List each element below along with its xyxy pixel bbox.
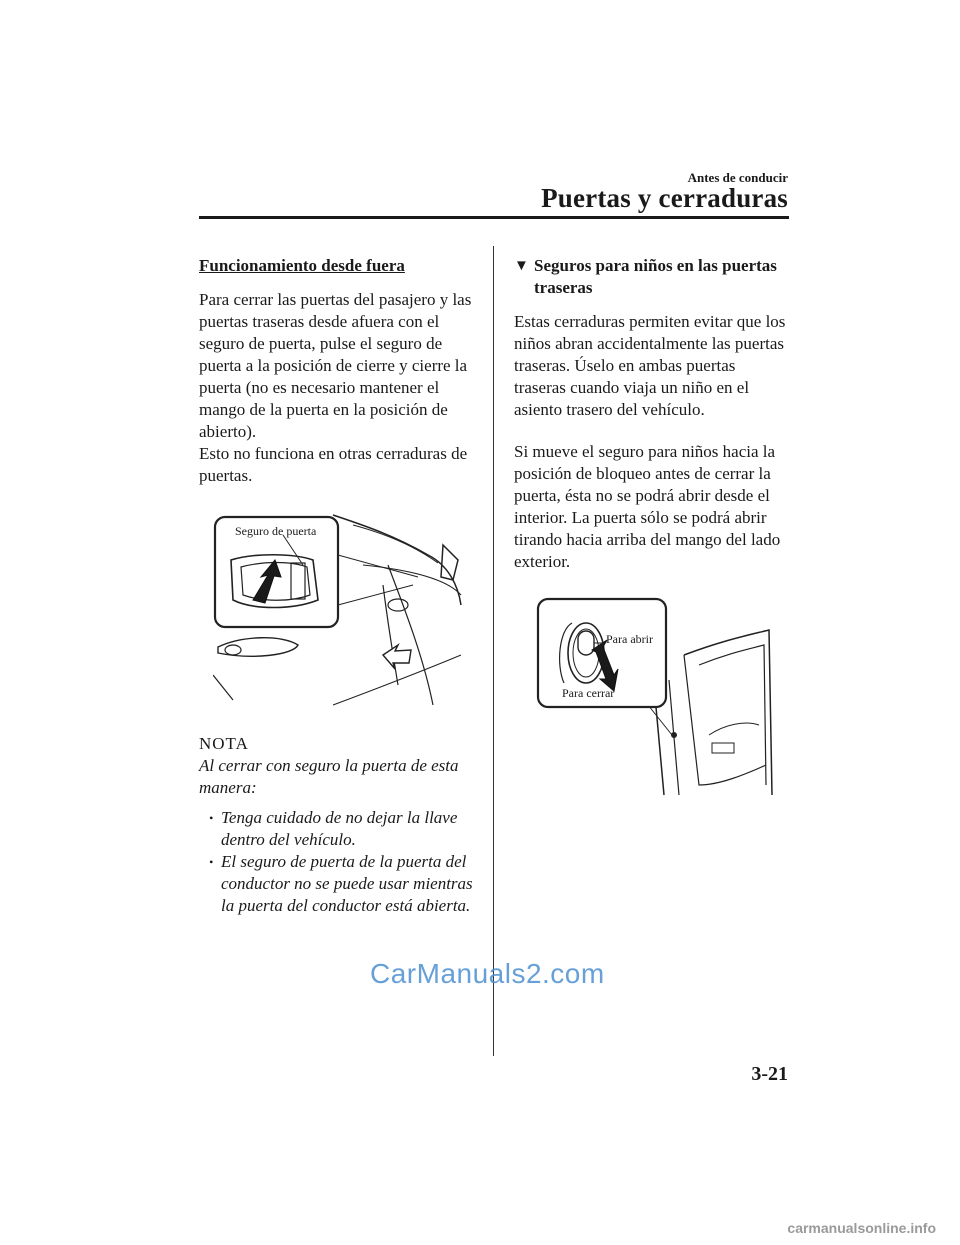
door-lock-figure xyxy=(213,505,484,715)
page-number: 3-21 xyxy=(751,1063,788,1085)
note-text: Al cerrar con seguro la puerta de esta manera: xyxy=(199,756,459,797)
section-title: Funcionamiento desde fuera xyxy=(199,256,405,275)
list-item: • Tenga cuidado de no dejar la llave dentro del vehículo. xyxy=(211,807,484,851)
child-lock-illustration xyxy=(534,595,774,800)
figure-label: Seguro de puerta xyxy=(235,524,317,538)
figure-label-open: Para abrir xyxy=(606,632,653,646)
triangle-marker-icon: ▼ xyxy=(514,258,529,274)
watermark: CarManuals2.com xyxy=(370,958,605,989)
subsection-title-text: Seguros para niños en las puertas traseras xyxy=(534,256,777,297)
paragraph: Estas cerraduras permiten evitar que los niños abran accidentalmente las puertas traseras. Úselo en ambas puertas traseras cuando viaja un niño en el asiento trasero del vehículo. xyxy=(514,312,786,419)
door-lock-illustration xyxy=(213,505,463,715)
paragraph: Para cerrar las puertas del pasajero y las puertas traseras desde afuera con el seguro de puerta, pulse el seguro de puerta a la posición de cierre y cierre la puerta (no es necesario mantener el mango de la puerta en la posición de abierto). xyxy=(199,290,472,441)
footer-site: carmanualsonline.info xyxy=(787,1220,936,1236)
note-bullets xyxy=(211,807,484,917)
paragraph: Esto no funciona en otras cerraduras de puertas. xyxy=(199,444,468,485)
chapter-name: Antes de conducir xyxy=(687,170,788,185)
left-column xyxy=(199,255,484,917)
figure-label-close: Para cerrar xyxy=(562,686,615,700)
page-title: Puertas y cerraduras xyxy=(541,183,788,213)
child-lock-figure xyxy=(534,595,789,800)
list-item: • El seguro de puerta de la puerta del conductor no se puede usar mientras la puerta del conductor está abierta. xyxy=(211,851,484,917)
subsection-title xyxy=(514,255,789,299)
paragraph: Si mueve el seguro para niños hacia la posición de bloqueo antes de cerrar la puerta, ésta no se podrá abrir desde el interior. La puerta sólo se podrá abrir tirando hacia arriba del mango del lado exterior. xyxy=(514,442,781,571)
note-heading: NOTA xyxy=(199,734,249,753)
column-divider xyxy=(493,246,494,1056)
header-rule xyxy=(199,216,789,219)
right-column xyxy=(514,255,789,800)
